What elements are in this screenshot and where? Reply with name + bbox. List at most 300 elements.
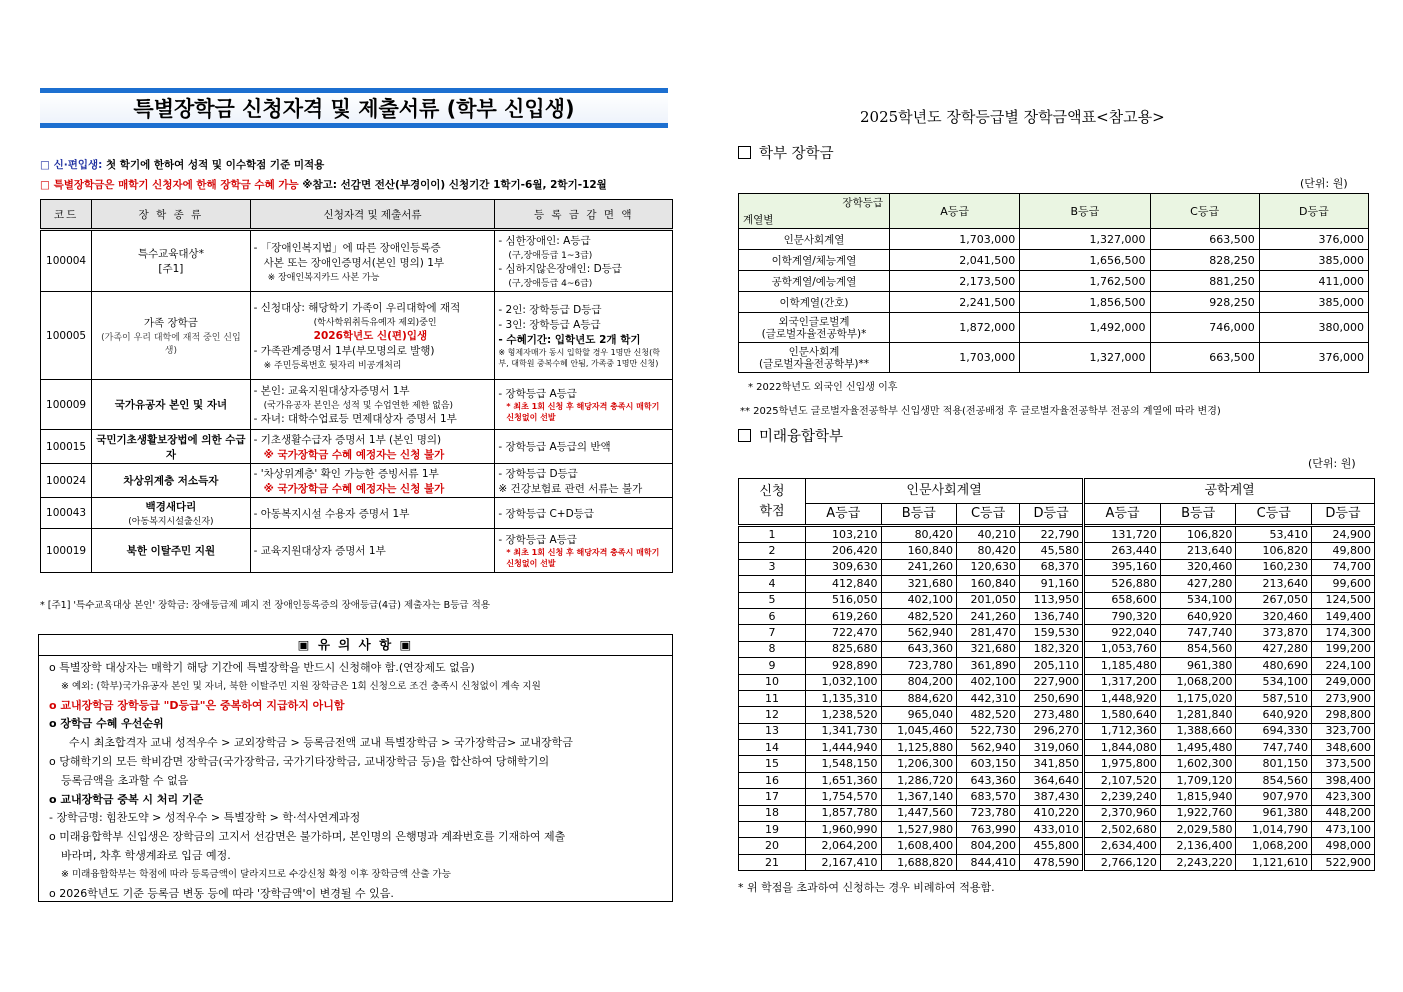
- req-line: - 기초생활수급자 증명서 1부 (본인 명의): [253, 433, 442, 446]
- fc-amount-cell: 478,590: [1020, 854, 1084, 870]
- fc-amount-cell: 804,200: [957, 838, 1020, 854]
- fc-amount-cell: 790,320: [1084, 608, 1161, 624]
- fc-amount-cell: 1,712,360: [1084, 723, 1161, 739]
- fc-amount-cell: 658,600: [1084, 592, 1161, 608]
- ug-value: 376,000: [1259, 343, 1368, 373]
- note-new-students: [40, 157, 324, 172]
- section-future-label: 미래융합학부: [759, 429, 844, 445]
- fc-amount-cell: 22,790: [1020, 526, 1084, 543]
- fc-credit-cell: 9: [739, 658, 806, 674]
- fc-amount-cell: 174,300: [1311, 625, 1374, 641]
- ug-value: 1,327,000: [1020, 229, 1150, 250]
- fc-amount-cell: 296,270: [1020, 723, 1084, 739]
- fc-header-row: [739, 479, 1375, 504]
- disc-line-highlight: * 최초 1회 신청 후 해당자격 충족시 매학기 신청없이 선발: [506, 548, 660, 568]
- caution-line: ※ 예외: (학부)국가유공자 본인 및 자녀, 북한 이탈주민 지원 장학금은 1회 신청으로 조건 충족시 신청없이 계속 지원: [61, 680, 541, 692]
- fc-amount-cell: 68,370: [1020, 559, 1084, 575]
- disc-line: (구,장애등급 4~6급): [508, 279, 593, 289]
- fc-credit-cell: 8: [739, 641, 806, 657]
- fc-amount-cell: 473,100: [1311, 822, 1374, 838]
- footnote-special-education: * [주1] '특수교육대상 본인' 장학금: 장애등급제 폐지 전 장애인등록증의 장애등급(4급) 제출자는 B등급 적용: [40, 600, 490, 611]
- row-name-main: 가족 장학금: [143, 317, 198, 329]
- table-row: [41, 498, 673, 529]
- fc-amount-cell: 319,060: [1020, 740, 1084, 756]
- fc-amount-cell: 250,690: [1020, 690, 1084, 706]
- ug-category: 이학계열/체능계열: [739, 250, 890, 271]
- fc-amount-cell: 1,185,480: [1084, 658, 1161, 674]
- req-line: - 교육지원대상자 증명서 1부: [253, 545, 386, 557]
- table-row: [739, 658, 1375, 674]
- req-line: (국가유공자 본인은 성적 및 수업연한 제한 없음): [263, 401, 454, 411]
- ug-col-header: C등급: [1150, 194, 1259, 229]
- fc-amount-cell: 907,970: [1236, 789, 1312, 805]
- fc-amount-cell: 298,800: [1311, 707, 1374, 723]
- fc-amount-cell: 373,500: [1311, 756, 1374, 772]
- fc-amount-cell: 320,460: [1160, 559, 1236, 575]
- ug-corner-top: 장학등급: [842, 197, 883, 209]
- fc-amount-cell: 2,136,400: [1160, 838, 1236, 854]
- ug-value: 385,000: [1259, 292, 1368, 313]
- row-discount: [495, 292, 673, 380]
- disc-line: (구,장애등급 1~3급): [508, 251, 593, 261]
- fc-credit-cell: 5: [739, 592, 806, 608]
- fc-amount-cell: 1,032,100: [806, 674, 882, 690]
- fc-amount-cell: 136,740: [1020, 608, 1084, 624]
- fc-amount-cell: 498,000: [1311, 838, 1374, 854]
- ug-value: 928,250: [1150, 292, 1259, 313]
- fc-amount-cell: 1,448,920: [1084, 690, 1161, 706]
- table-row: [739, 543, 1375, 559]
- fc-credit-cell: 2: [739, 543, 806, 559]
- fc-amount-cell: 113,950: [1020, 592, 1084, 608]
- fc-amount-cell: 1,317,200: [1084, 674, 1161, 690]
- ug-value: 2,173,500: [890, 271, 1020, 292]
- ug-corner-cell: [739, 194, 890, 229]
- fc-amount-cell: 249,000: [1311, 674, 1374, 690]
- fc-amount-cell: 534,100: [1236, 674, 1312, 690]
- fc-amount-cell: 1,175,020: [1160, 690, 1236, 706]
- fc-amount-cell: 1,602,300: [1160, 756, 1236, 772]
- fc-amount-cell: 267,050: [1236, 592, 1312, 608]
- section-undergrad-label: 학부 장학금: [759, 146, 834, 162]
- row-code: 100024: [41, 464, 92, 498]
- fc-credit-cell: 7: [739, 625, 806, 641]
- row-code: 100043: [41, 498, 92, 529]
- fc-amount-cell: 395,160: [1084, 559, 1161, 575]
- table-row: [739, 772, 1375, 788]
- fc-credit-cell: 12: [739, 707, 806, 723]
- fc-amount-cell: 922,040: [1084, 625, 1161, 641]
- fc-amount-cell: 723,780: [881, 658, 957, 674]
- fc-amount-cell: 387,430: [1020, 789, 1084, 805]
- fc-amount-cell: 182,320: [1020, 641, 1084, 657]
- disc-line: - 장학등급 A등급: [498, 388, 577, 400]
- ug-value: 1,703,000: [890, 343, 1020, 373]
- fc-amount-cell: 482,520: [881, 608, 957, 624]
- row-name: [92, 380, 251, 430]
- fc-amount-cell: 321,680: [957, 641, 1020, 657]
- row-requirements: [250, 464, 495, 498]
- row-requirements: [250, 430, 495, 464]
- col-header-discount: 등 록 금 감 면 액: [495, 200, 673, 230]
- fc-amount-cell: 364,640: [1020, 772, 1084, 788]
- ug-value: 1,762,500: [1020, 271, 1150, 292]
- fc-amount-cell: 2,243,220: [1160, 854, 1236, 870]
- fc-amount-cell: 534,100: [1160, 592, 1236, 608]
- fc-amount-cell: 341,850: [1020, 756, 1084, 772]
- fc-amount-cell: 640,920: [1160, 608, 1236, 624]
- fc-amount-cell: 1,341,730: [806, 723, 882, 739]
- table-row: [739, 608, 1375, 624]
- fc-amount-cell: 1,121,610: [1236, 854, 1312, 870]
- fc-amount-cell: 1,206,300: [881, 756, 957, 772]
- fc-amount-cell: 320,460: [1236, 608, 1312, 624]
- fc-amount-cell: 398,400: [1311, 772, 1374, 788]
- fc-credit-cell: 13: [739, 723, 806, 739]
- table-header-row: [41, 200, 673, 230]
- fc-amount-cell: 423,300: [1311, 789, 1374, 805]
- fc-grade-header: A등급: [1084, 504, 1161, 526]
- ug-value: 1,327,000: [1020, 343, 1150, 373]
- fc-amount-cell: 160,230: [1236, 559, 1312, 575]
- fc-amount-cell: 321,680: [881, 576, 957, 592]
- unit-label: (단위: 원): [1308, 457, 1356, 470]
- fc-amount-cell: 213,640: [1160, 543, 1236, 559]
- fc-credit-header-line: 신청: [759, 483, 785, 499]
- table-row: [739, 559, 1375, 575]
- fc-amount-cell: 619,260: [806, 608, 882, 624]
- fc-amount-cell: 2,107,520: [1084, 772, 1161, 788]
- fc-amount-cell: 482,520: [957, 707, 1020, 723]
- fc-amount-cell: 965,040: [881, 707, 957, 723]
- caution-box: [38, 634, 673, 902]
- fc-amount-cell: 603,150: [957, 756, 1020, 772]
- caution-line: 등록금액을 초과할 수 없음: [61, 773, 189, 787]
- fc-credit-cell: 20: [739, 838, 806, 854]
- caution-line: 수시 최초합격자 교내 성적우수 > 교외장학금 > 등록금전액 교내 특별장학금 > 국가장학금> 교내장학금: [69, 736, 573, 750]
- fc-amount-cell: 74,700: [1311, 559, 1374, 575]
- req-line-highlight: ※ 국가장학금 수혜 예정자는 신청 불가: [263, 448, 445, 461]
- fc-amount-cell: 844,410: [957, 854, 1020, 870]
- table-row: [41, 292, 673, 380]
- fc-note: * 위 학점을 초과하여 신청하는 경우 비례하여 적용함.: [738, 881, 995, 894]
- row-name-sub: [주1]: [158, 263, 184, 275]
- fc-credit-cell: 21: [739, 854, 806, 870]
- row-requirements: [250, 230, 495, 292]
- table-row: [739, 805, 1375, 821]
- row-name-main: 특수교육대상*: [137, 248, 204, 260]
- req-line: - 「장애인복지법」에 따른 장애인등록증: [253, 241, 441, 254]
- checkbox-square-icon: [738, 146, 751, 159]
- fc-amount-cell: 1,388,660: [1160, 723, 1236, 739]
- fc-amount-cell: 747,740: [1236, 740, 1312, 756]
- ug-value: 663,500: [1150, 229, 1259, 250]
- fc-amount-cell: 45,580: [1020, 543, 1084, 559]
- ug-category: 인문사회계 (글로벌자율전공학부)**: [739, 343, 890, 373]
- fc-amount-cell: 213,640: [1236, 576, 1312, 592]
- page-title: 특별장학금 신청자격 및 제출서류 (학부 신입생): [40, 88, 668, 128]
- row-name: [92, 292, 251, 380]
- table-row: [739, 343, 1369, 373]
- note-special-rest: ※참고: 선감면 전산(부경이이) 신청기간 1학기-6월, 2학기-12월: [298, 179, 607, 191]
- table-row: [739, 674, 1375, 690]
- fc-grade-header: B등급: [1160, 504, 1236, 526]
- ug-category: 공학계열/예능계열: [739, 271, 890, 292]
- fc-credit-cell: 3: [739, 559, 806, 575]
- caution-line: ※ 미래융합학부는 학점에 따라 등록금액이 달라지므로 수강신청 확정 이후 장학금액 산출 가능: [61, 868, 451, 880]
- fc-amount-cell: 99,600: [1311, 576, 1374, 592]
- fc-amount-cell: 1,014,790: [1236, 822, 1312, 838]
- fc-grade-header: D등급: [1020, 504, 1084, 526]
- fc-amount-cell: 40,210: [957, 526, 1020, 543]
- fc-credit-cell: 1: [739, 526, 806, 543]
- fc-amount-cell: 522,900: [1311, 854, 1374, 870]
- table-row: [739, 838, 1375, 854]
- disc-line: - 장학등급 A등급: [498, 534, 577, 546]
- ug-value: 2,041,500: [890, 250, 1020, 271]
- fc-amount-cell: 804,200: [881, 674, 957, 690]
- fc-amount-cell: 2,634,400: [1084, 838, 1161, 854]
- fc-amount-cell: 1,068,200: [1236, 838, 1312, 854]
- fc-amount-cell: 854,560: [1236, 772, 1312, 788]
- fc-amount-cell: 1,068,200: [1160, 674, 1236, 690]
- col-header-code: 코드: [41, 200, 92, 230]
- req-line: - 신청대상: 해당학기 가족이 우리대학에 재적: [253, 302, 461, 314]
- fc-amount-cell: 120,630: [957, 559, 1020, 575]
- fc-amount-cell: 640,920: [1236, 707, 1312, 723]
- req-line-highlight: ※ 국가장학금 수혜 예정자는 신청 불가: [263, 482, 445, 495]
- table-row: [739, 592, 1375, 608]
- fc-grade-header: B등급: [881, 504, 957, 526]
- table-row: [739, 707, 1375, 723]
- fc-credit-cell: 19: [739, 822, 806, 838]
- row-name: [92, 230, 251, 292]
- fc-amount-cell: 273,900: [1311, 690, 1374, 706]
- fc-amount-cell: 323,700: [1311, 723, 1374, 739]
- disc-line: - 장학등급 C+D등급: [498, 507, 594, 520]
- ug-note-foreign: * 2022학년도 외국인 신입생 이후: [748, 382, 898, 393]
- unit-label: (단위: 원): [1300, 177, 1348, 190]
- fc-amount-cell: 643,360: [881, 641, 957, 657]
- caution-line-highlight: o 교내장학금 장학등급 "D등급"은 중복하여 지급하지 아니함: [49, 698, 345, 712]
- fc-amount-cell: 402,100: [881, 592, 957, 608]
- special-scholarship-table: [40, 199, 673, 573]
- req-line: - 가족관계증명서 1부(부모명의로 발행): [253, 345, 435, 357]
- fc-amount-cell: 1,815,940: [1160, 789, 1236, 805]
- ug-col-header: B등급: [1020, 194, 1150, 229]
- fc-amount-cell: 516,050: [806, 592, 882, 608]
- table-row: [41, 464, 673, 498]
- table-row: [739, 740, 1375, 756]
- fc-amount-cell: 747,740: [1160, 625, 1236, 641]
- note-special-red: □ 특별장학금은 매학기 신청자에 한해 장학금 수혜 가능: [40, 179, 299, 191]
- ug-value: 828,250: [1150, 250, 1259, 271]
- fc-amount-cell: 106,820: [1160, 526, 1236, 543]
- fc-amount-cell: 1,844,080: [1084, 740, 1161, 756]
- fc-grade-header: C등급: [957, 504, 1020, 526]
- row-discount: [495, 430, 673, 464]
- row-code: 100019: [41, 529, 92, 573]
- table-row: [739, 576, 1375, 592]
- fc-amount-cell: 199,200: [1311, 641, 1374, 657]
- req-line: ※ 장애인복지카드 사본 가능: [267, 272, 380, 283]
- table-row: [739, 690, 1375, 706]
- row-discount: [495, 464, 673, 498]
- fc-amount-cell: 1,045,460: [881, 723, 957, 739]
- fc-amount-cell: 149,400: [1311, 608, 1374, 624]
- ug-value: 376,000: [1259, 229, 1368, 250]
- fc-amount-cell: 1,975,800: [1084, 756, 1161, 772]
- fc-amount-cell: 1,754,570: [806, 789, 882, 805]
- ug-note-global: ** 2025학년도 글로벌자율전공학부 신입생만 적용(전공배정 후 글로벌자율전공학부 전공의 계열에 따라 변경): [740, 406, 1221, 417]
- fc-amount-cell: 205,110: [1020, 658, 1084, 674]
- caution-line: o 특별장학 대상자는 매학기 해당 기간에 특별장학을 반드시 신청해야 함.(연장제도 없음): [49, 661, 475, 674]
- req-line: - 아동복지시설 수용자 증명서 1부: [253, 507, 410, 520]
- table-row: [41, 380, 673, 430]
- row-name: 북한 이탈주민 지원: [92, 529, 251, 573]
- row-code: 100005: [41, 292, 92, 380]
- caution-line: - 장학금명: 힘찬도약 > 성적우수 > 특별장학 > 학·석사연계과정: [49, 811, 361, 825]
- fc-amount-cell: 1,238,520: [806, 707, 882, 723]
- fc-amount-cell: 1,857,780: [806, 805, 882, 821]
- ug-category: 인문사회계열: [739, 229, 890, 250]
- fc-credit-cell: 10: [739, 674, 806, 690]
- caution-title: ▣ 유 의 사 항 ▣: [39, 635, 672, 656]
- fc-grade-header: A등급: [806, 504, 882, 526]
- caution-line: o 교내장학금 중복 시 처리 기준: [49, 792, 204, 806]
- fc-amount-cell: 1,688,820: [881, 854, 957, 870]
- note-new-students-text: 첫 학기에 한하여 성적 및 이수학점 기준 미적용: [106, 159, 325, 171]
- ug-value: 1,856,500: [1020, 292, 1150, 313]
- disc-line-highlight: * 최초 1회 신청 후 해당자격 충족시 매학기 신청없이 선발: [506, 402, 660, 422]
- fc-credit-header-line: 학점: [759, 503, 785, 519]
- note-new-students-prefix: □ 신·편입생:: [40, 159, 106, 171]
- row-name-sub: (아동복지시설출신자): [128, 517, 214, 527]
- fc-amount-cell: 433,010: [1020, 822, 1084, 838]
- disc-line: - 장학등급 A등급의 반액: [498, 441, 611, 453]
- table-row: [41, 230, 673, 292]
- fc-amount-cell: 410,220: [1020, 805, 1084, 821]
- fc-amount-cell: 1,125,880: [881, 740, 957, 756]
- row-name-main: 백경새다리: [145, 501, 197, 513]
- ug-category: 외국인글로벌계 (글로벌자율전공학부)*: [739, 313, 890, 343]
- fc-amount-cell: 361,890: [957, 658, 1020, 674]
- ug-value: 1,656,500: [1020, 250, 1150, 271]
- fc-amount-cell: 1,281,840: [1160, 707, 1236, 723]
- fc-amount-cell: 124,500: [1311, 592, 1374, 608]
- fc-grade-row: [739, 504, 1375, 526]
- disc-line: - 심한장애인: A등급: [498, 235, 591, 247]
- ug-category: 이학계열(간호): [739, 292, 890, 313]
- row-name: 차상위계층 저소득자: [92, 464, 251, 498]
- fc-amount-cell: 427,280: [1236, 641, 1312, 657]
- fc-amount-cell: 526,880: [1084, 576, 1161, 592]
- table-row: [739, 723, 1375, 739]
- row-code: 100004: [41, 230, 92, 292]
- fc-amount-cell: 80,420: [881, 526, 957, 543]
- disc-line: - 수혜기간: 입학년도 2개 학기: [498, 334, 641, 346]
- disc-line: - 2인: 장학등급 D등급: [498, 304, 602, 316]
- ug-value: 1,872,000: [890, 313, 1020, 343]
- fc-amount-cell: 2,502,680: [1084, 822, 1161, 838]
- caution-line: o 장학금 수혜 우선순위: [49, 717, 164, 731]
- caution-line: o 미래융합학부 신입생은 장학금의 고지서 선감면은 불가하며, 본인명의 은행명과 계좌번호를 기재하여 제출: [49, 830, 566, 844]
- ug-col-header: A등급: [890, 194, 1020, 229]
- ug-value: 746,000: [1150, 313, 1259, 343]
- caution-body: [49, 659, 664, 903]
- fc-amount-cell: 24,900: [1311, 526, 1374, 543]
- ug-header-row: [739, 194, 1369, 229]
- fc-amount-cell: 1,960,990: [806, 822, 882, 838]
- fc-amount-cell: 825,680: [806, 641, 882, 657]
- row-requirements: [250, 498, 495, 529]
- fc-amount-cell: 427,280: [1160, 576, 1236, 592]
- fc-credit-cell: 18: [739, 805, 806, 821]
- fc-amount-cell: 281,470: [957, 625, 1020, 641]
- fc-amount-cell: 2,064,200: [806, 838, 882, 854]
- fc-amount-cell: 1,444,940: [806, 740, 882, 756]
- fc-amount-cell: 103,210: [806, 526, 882, 543]
- fc-amount-cell: 160,840: [881, 543, 957, 559]
- future-convergence-table: [738, 478, 1375, 871]
- fc-amount-cell: 348,600: [1311, 740, 1374, 756]
- table-row: [739, 313, 1369, 343]
- caution-line: 바라며, 차후 학생계좌로 입금 예정.: [61, 848, 231, 862]
- table-row: [739, 292, 1369, 313]
- fc-amount-cell: 1,135,310: [806, 690, 882, 706]
- table-row: [739, 789, 1375, 805]
- row-code: 100015: [41, 430, 92, 464]
- row-name: [92, 498, 251, 529]
- fc-group-engineering: 공학계열: [1084, 479, 1375, 504]
- req-line: - 자녀: 대학수업료등 면제대상자 증명서 1부: [253, 413, 457, 425]
- fc-amount-cell: 1,053,760: [1084, 641, 1161, 657]
- section-undergrad: [738, 142, 834, 163]
- fc-amount-cell: 562,940: [881, 625, 957, 641]
- fc-amount-cell: 309,630: [806, 559, 882, 575]
- fc-amount-cell: 1,580,640: [1084, 707, 1161, 723]
- section-future-convergence: [738, 425, 843, 446]
- fc-amount-cell: 412,840: [806, 576, 882, 592]
- table-row: [739, 229, 1369, 250]
- fc-grade-header: C등급: [1236, 504, 1312, 526]
- fc-amount-cell: 131,720: [1084, 526, 1161, 543]
- row-name-sub: (가족이 우리 대학에 재적 중인 신입생): [101, 333, 241, 356]
- fc-amount-cell: 455,800: [1020, 838, 1084, 854]
- row-requirements: [250, 529, 495, 573]
- fc-group-humanities: 인문사회계열: [806, 479, 1084, 504]
- fc-amount-cell: 448,200: [1311, 805, 1374, 821]
- undergrad-scholarship-table: [738, 193, 1369, 373]
- ug-value: 1,703,000: [890, 229, 1020, 250]
- req-line: 사본 또는 장애인증명서(본인 명의) 1부: [263, 256, 445, 269]
- ug-col-header: D등급: [1259, 194, 1368, 229]
- fc-amount-cell: 273,480: [1020, 707, 1084, 723]
- table-row: [739, 854, 1375, 870]
- ug-corner-bottom: 계열별: [743, 214, 774, 226]
- fc-amount-cell: 522,730: [957, 723, 1020, 739]
- fc-amount-cell: 763,990: [957, 822, 1020, 838]
- row-discount: [495, 380, 673, 430]
- req-line: - '차상위계층' 확인 가능한 증빙서류 1부: [253, 467, 439, 480]
- col-header-requirements: 신청자격 및 제출서류: [250, 200, 495, 230]
- fc-amount-cell: 884,620: [881, 690, 957, 706]
- row-discount: [495, 498, 673, 529]
- row-requirements: [250, 380, 495, 430]
- fc-amount-cell: 91,160: [1020, 576, 1084, 592]
- note-special-scholarship: [40, 177, 607, 192]
- caution-line: o 2026학년도 기준 등록금 변동 등에 따라 '장학금액'이 변경될 수 있음.: [49, 886, 394, 900]
